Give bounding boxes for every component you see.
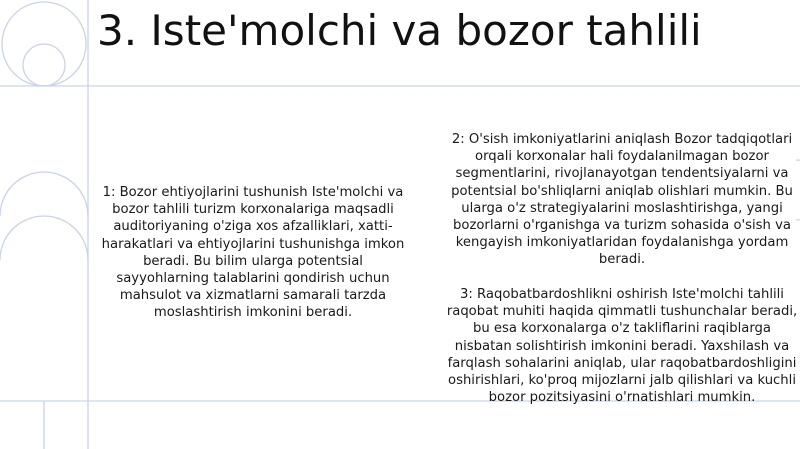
point-3-text: 3: Raqobatbardoshlikni oshirish Iste'molchi tahlili raqobat muhiti haqida qimmatli tushunchalar beradi, bu esa korxonalarga o'z takliflarini raqiblarga nisbatan solishtirish imkonini beradi. Yaxshilash va farqlash sohalarini aniqlab, ular raqobatbardoshligini oshirishlari, ko'proq mijozlarni jalb qilishlari va kuchli bozor pozitsiyasini o'rnatishlari mumkin. [446, 287, 798, 406]
point-2-text: 2: O'sish imkoniyatlarini aniqlash Bozor tadqiqotlari orqali korxonalar hali foydalanilmagan bozor segmentlarini, rivojlanayotgan tendentsiyalarni va potentsial bo'shliqlarni aniqlab olishlari mumkin. Bu ularga o'z strategiyalarini moslashtirishga, yangi bozorlarni o'rganishga va turizm sohasida o'sish va kengayish imkoniyatlaridan foydalanishga yordam beradi. [451, 132, 793, 268]
slide-title: 3. Iste'molchi va bozor tahlili [97, 6, 702, 55]
point-1-text: 1: Bozor ehtiyojlarini tushunish Iste'molchi va bozor tahlili turizm korxonalariga maqsadli auditoriyaning o'ziga xos afzalliklari, xatti-harakatlari va ehtiyojlarini tushunishga imkon beradi. Bu bilim ularga potentsial sayyohlarning talablarini qondirish uchun mahsulot va xizmatlarni samarali tarzda moslashtirish imkonini beradi. [101, 185, 405, 321]
